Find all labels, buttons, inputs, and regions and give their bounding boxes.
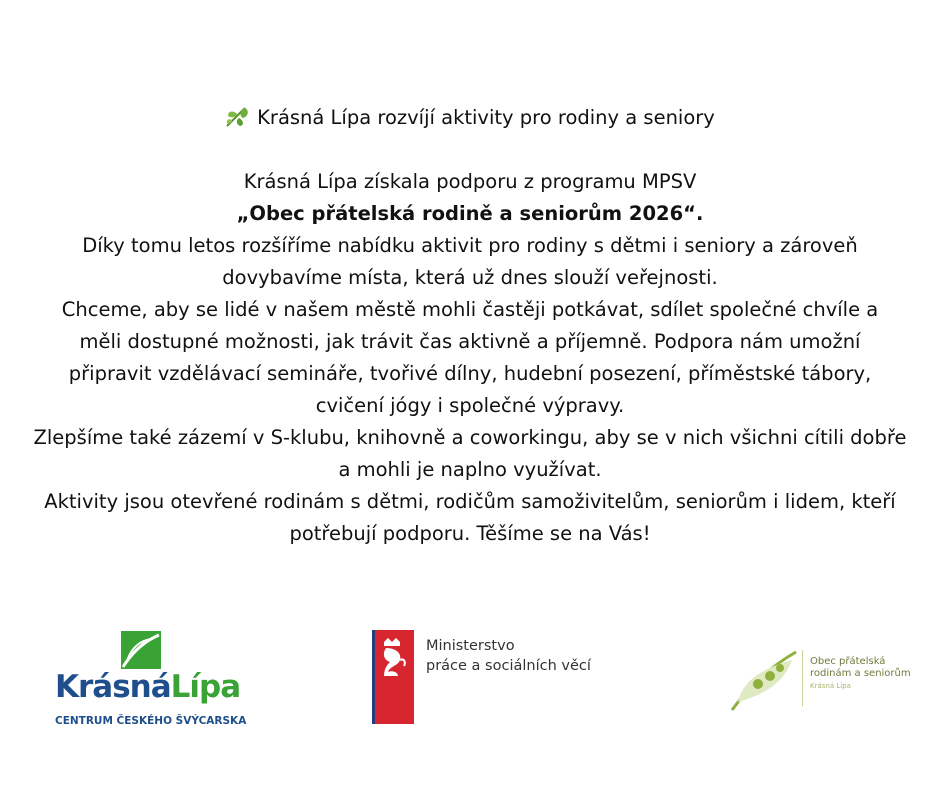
krasna-lipa-logo: [55, 625, 247, 735]
obec-pratelska-text: Obec přátelská rodinám a seniorům Krásná Lípa: [810, 656, 911, 690]
paragraph-1: Díky tomu letos rozšíříme nabídku aktivit pro rodiny s dětmi i seniory a zároveň dovybavíme místa, která už dnes slouží veřejnosti.: [82, 234, 858, 289]
paragraph-3: Zlepšíme také zázemí v S-klubu, knihovně a coworkingu, aby se v nich všichni cítili dobře a mohli je naplno využívat.: [33, 426, 907, 481]
program-name: „Obec přátelská rodině a seniorům 2026“.: [236, 202, 704, 225]
mpsv-name: Ministerstvo práce a sociálních věcí: [426, 638, 591, 674]
krasna-lipa-subtitle: CENTRUM ČESKÉHO ŠVÝCARSKA: [55, 715, 247, 727]
logo-divider: [802, 650, 803, 706]
krasna-lipa-emblem-icon: [121, 631, 161, 669]
paragraph-2: Chceme, aby se lidé v našem městě mohli častěji potkávat, sdílet společné chvíle a měli dostupné možnosti, jak trávit čas aktivně a příjemně. Podpora nám umožní připravit vzdělávací semináře, tvořivé dílny, hudební posezení, příměstské tábory, cvičení jógy i společné výpravy.: [61, 298, 879, 417]
heading-text: Krásná Lípa rozvíjí aktivity pro rodiny a seniory: [257, 106, 715, 129]
post-text: [0, 102, 940, 550]
krasna-lipa-wordmark: KrásnáLípa: [55, 669, 241, 705]
mpsv-logo: [372, 630, 612, 730]
czech-lion-emblem-icon: [372, 630, 414, 724]
obec-pratelska-logo: [728, 630, 928, 720]
paragraph-4: Aktivity jsou otevřené rodinám s dětmi, rodičům samoživitelům, seniorům i lidem, kteří potřebují podporu. Těšíme se na Vás!: [44, 490, 896, 545]
herb-leaf-icon: [225, 104, 251, 128]
post-heading: [0, 102, 940, 134]
partner-logos: [0, 620, 940, 740]
support-line: Krásná Lípa získala podporu z programu MPSV: [243, 170, 697, 193]
leaf-sprout-icon: [728, 638, 800, 712]
